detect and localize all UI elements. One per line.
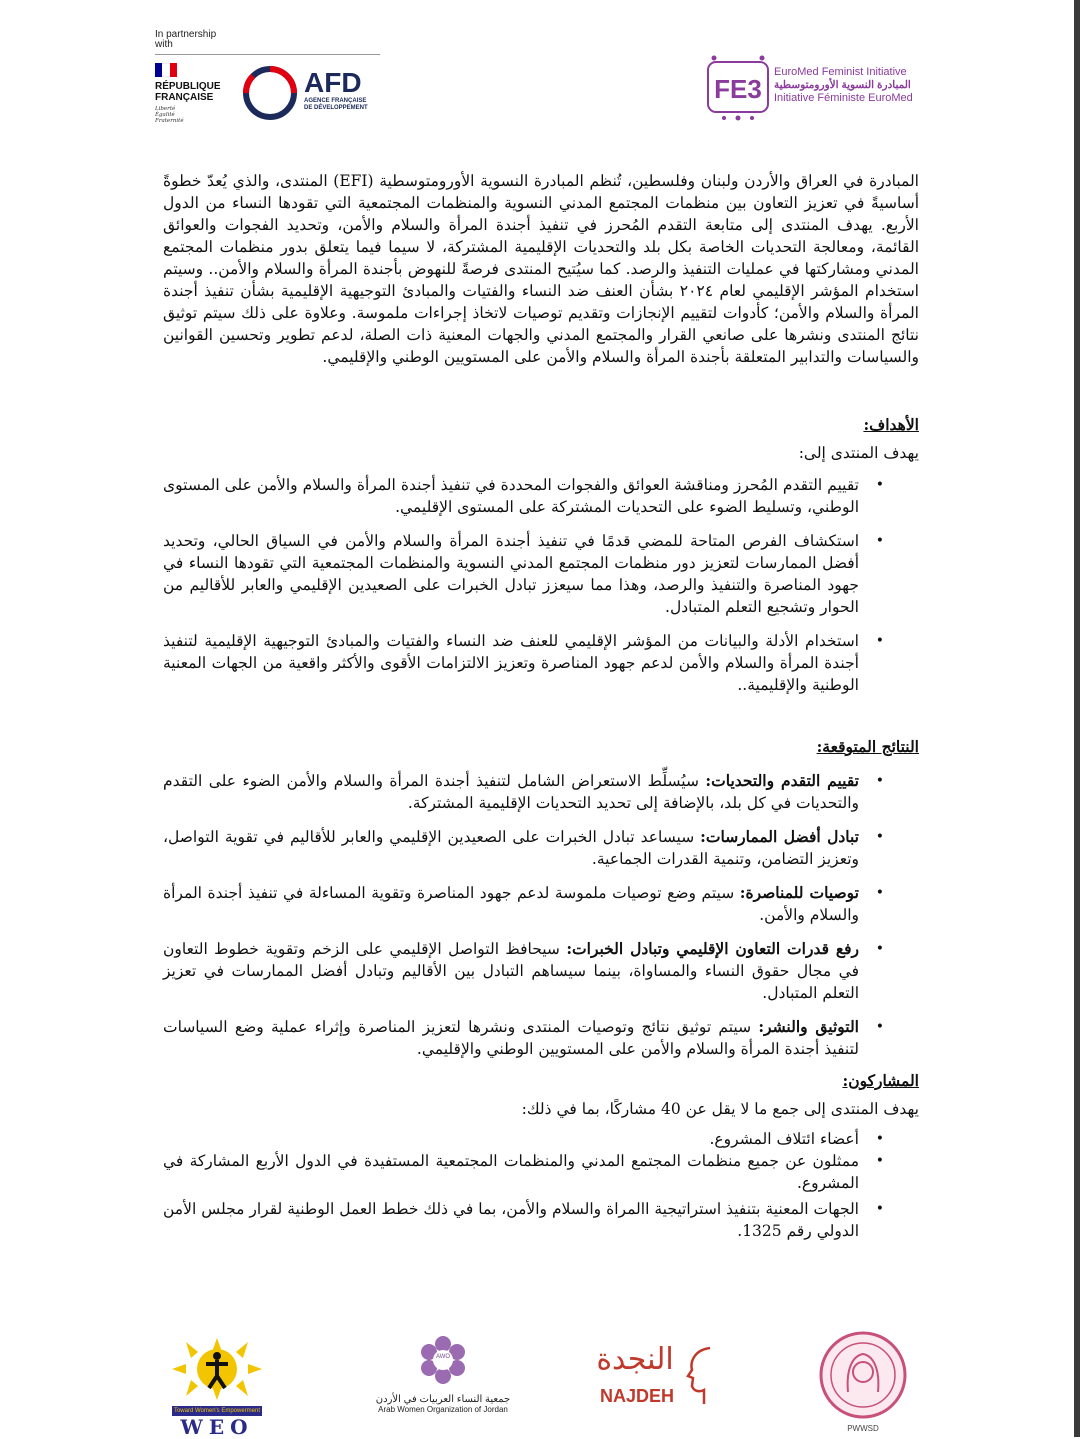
efi-name-ar: المبادرة النسوية الأورومتوسطية (774, 79, 911, 91)
page-header (0, 0, 1080, 140)
outcome-text: سيُسلِّط الاستعراض الشامل لتنفيذ أجندة المرأة والسلام والأمن الضوء على التقدم والتحديات في كل بلد، بالإضافة إلى تحديد التحديات الإقليمية المشتركة. (163, 772, 859, 812)
afd-subtitle: AGENCE FRANÇAISE DE DÉVELOPPEMENT (304, 98, 368, 111)
list-item: • استخدام الأدلة والبيانات من المؤشر الإقليمي للعنف ضد النساء والفتيات والمبادئ التوجيهية الإقليمية لتنفيذ أجندة المرأة والسلام والأمن لدعم جهود المناصرة وتعزيز الالتزامات الأقوى والأكثر واقعية من الجهات المعنية الوطنية والإقليمية.. (163, 630, 919, 696)
outcome-text: سيتم توثيق نتائج وتوصيات المنتدى ونشرها لتعزيز المناصرة وإثراء عملية وضع السياسات لتنفيذ أجندة المرأة والسلام والأمن على المستويين الوطني والإقليمي. (163, 1018, 859, 1058)
awo-badge: AWO (435, 1354, 451, 1360)
efi-logo (704, 52, 944, 124)
najdeh-logo (592, 1336, 722, 1426)
outcome-label: التوثيق والنشر: (758, 1017, 859, 1036)
list-item (163, 770, 919, 814)
partnership-block (155, 29, 380, 124)
french-flag-icon (155, 63, 177, 77)
efi-name-fr: Initiative Féministe EuroMed (774, 92, 913, 104)
partnership-divider (155, 54, 380, 55)
afd-ring-icon (241, 64, 299, 122)
efi-emblem-icon (704, 52, 772, 124)
republique-name: RÉPUBLIQUE FRANÇAISE (155, 81, 221, 103)
weo-banner: Toward Women's Empowerment (173, 1408, 261, 1414)
pwwsd-name: PWWSD (847, 1424, 879, 1433)
awo-name-en: Arab Women Organization of Jordan (378, 1405, 508, 1414)
objectives-list (163, 474, 919, 696)
republique-motto: Liberté Égalité Fraternité (155, 106, 184, 124)
partner-logos-footer (0, 1318, 1080, 1437)
face-profile-icon (684, 1346, 716, 1406)
awo-logo (368, 1334, 518, 1434)
list-item: • ممثلون عن جميع منظمات المجتمع المدني والمنظمات المجتمعية المستفيدة في الدول الأربع المشاركة في المشروع. (163, 1150, 919, 1194)
objectives-heading: الأهداف: (863, 415, 919, 434)
list-item (163, 882, 919, 926)
svg-text:FE3: FE3 (714, 74, 762, 104)
outcome-text: سيتم وضع توصيات ملموسة لدعم جهود المناصرة وتقوية المساءلة في تنفيذ أجندة المرأة والسلام والأمن. (163, 884, 859, 924)
outcomes-heading: النتائج المتوقعة: (816, 737, 919, 756)
weo-logo (172, 1338, 262, 1438)
intro-paragraph: المبادرة في العراق والأردن ولبنان وفلسطين، تُنظم المبادرة النسوية الأورومتوسطية (EFI) المنتدى، والذي يُعدّ خطوةً أساسيةً في تعزيز التعاون بين منظمات المجتمع المدني النسوية والمنظمات المجتمعية التي تقودها النساء من الدول الأربع. يهدف المنتدى إلى متابعة التقدم المُحرز في تنفيذ أجندة المرأة والسلام والأمن، وتحديد الفجوات والعوائق القائمة، ومعالجة التحديات الخاصة بكل بلد والتحديات الإقليمية المشتركة، لا سيما فيما يتعلق بدور منظمات المجتمع المدني ومشاركتها في عمليات التنفيذ والرصد. كما سيُتيح المنتدى فرصةً للنهوض بأجندة المرأة والسلام والأمن.. وسيتم استخدام المؤشر الإقليمي لعام ٢٠٢٤ بشأن العنف ضد النساء والفتيات والمبادئ التوجيهية الإقليمية بشأن تنفيذ أجندة المرأة والسلام والأمن؛ كأدوات لتقييم الإنجازات وتقديم توصيات لاتخاذ إجراءات ملموسة. وعلاوة على ذلك سيتم توثيق نتائج المنتدى ونشرها على صانعي القرار والمجتمع المدني والجهات المعنية ذات الصلة، لدعم تطوير وتحسين القوانين والسياسات والتدابير المتعلقة بأجندة المرأة والسلام والأمن على المستويين الوطني والإقليمي. (163, 172, 919, 366)
efi-name-en: EuroMed Feminist Initiative (774, 66, 907, 78)
outcomes-list (163, 770, 919, 1060)
list-item: • الجهات المعنية بتنفيذ استراتيجية االمراة والسلام والأمن، بما في ذلك خطط العمل الوطنية لقرار مجلس الأمن الدولي رقم 1325. (163, 1198, 919, 1242)
afd-logo (241, 64, 381, 120)
awo-name-ar: جمعية النساء العربيات في الأردن (375, 1394, 511, 1405)
sun-figure-icon (172, 1338, 262, 1400)
list-item (163, 1016, 919, 1060)
najdeh-name-en: NAJDEH (599, 1386, 674, 1406)
republique-francaise-logo (155, 63, 235, 124)
outcome-label: تقييم التقدم والتحديات: (705, 771, 859, 790)
afd-name: AFD (304, 67, 362, 98)
outcome-label: تبادل أفضل الممارسات: (700, 827, 859, 846)
outcome-label: توصيات للمناصرة: (739, 883, 859, 902)
pwwsd-logo (818, 1330, 908, 1434)
weo-name: WEO (180, 1415, 254, 1439)
participants-list (163, 1128, 919, 1242)
page-edge (1074, 0, 1080, 1437)
list-item: • استكشاف الفرص المتاحة للمضي قدمًا في تنفيذ أجندة المرأة والسلام والأمن في السياق الحالي، وتحديد أفضل الممارسات لتعزيز دور منظمات المجتمع المدني النسوية والمنظمات المجتمعية التي تقودها النساء في جهود المناصرة والتنفيذ والرصد، وهذا مما سيعزز تبادل الخبرات على الصعيدين الإقليمي والعابر للأقاليم من الحوار وتشجيع التعلم المتبادل. (163, 530, 919, 618)
document-body (163, 170, 919, 1242)
outcome-text: سيحافظ التواصل الإقليمي على الزخم وتقوية خطوط التعاون في مجال حقوق النساء والمساواة، بينما سيساهم التبادل بين الأقاليم وتبادل أفضل الممارسات في تعزيز التعلم المتبادل. (163, 940, 859, 1002)
list-item (163, 826, 919, 870)
outcome-text: سيساعد تبادل الخبرات على الصعيدين الإقليمي والعابر للأقاليم في تقوية التواصل، وتعزيز التضامن، وتنمية القدرات الجماعية. (163, 828, 859, 868)
najdeh-name-ar: النجدة (596, 1342, 674, 1377)
participants-lead: يهدف المنتدى إلى جمع ما لا يقل عن 40 مشاركًا، بما في ذلك: (521, 1100, 919, 1118)
outcome-label: رفع قدرات التعاون الإقليمي وتبادل الخبرات: (566, 939, 859, 958)
flower-icon (368, 1334, 518, 1386)
women-seal-icon (818, 1330, 908, 1420)
list-item: • أعضاء ائتلاف المشروع. (163, 1128, 919, 1150)
partnership-label: In partnership with (155, 29, 217, 50)
list-item (163, 938, 919, 1004)
list-item: • تقييم التقدم المُحرز ومناقشة العوائق والفجوات المحددة في تنفيذ أجندة المرأة والسلام والأمن على المستوى الوطني، وتسليط الضوء على التحديات المشتركة على المستوى الإقليمي. (163, 474, 919, 518)
objectives-lead: يهدف المنتدى إلى: (798, 444, 919, 462)
participants-heading: المشاركون: (842, 1071, 919, 1090)
